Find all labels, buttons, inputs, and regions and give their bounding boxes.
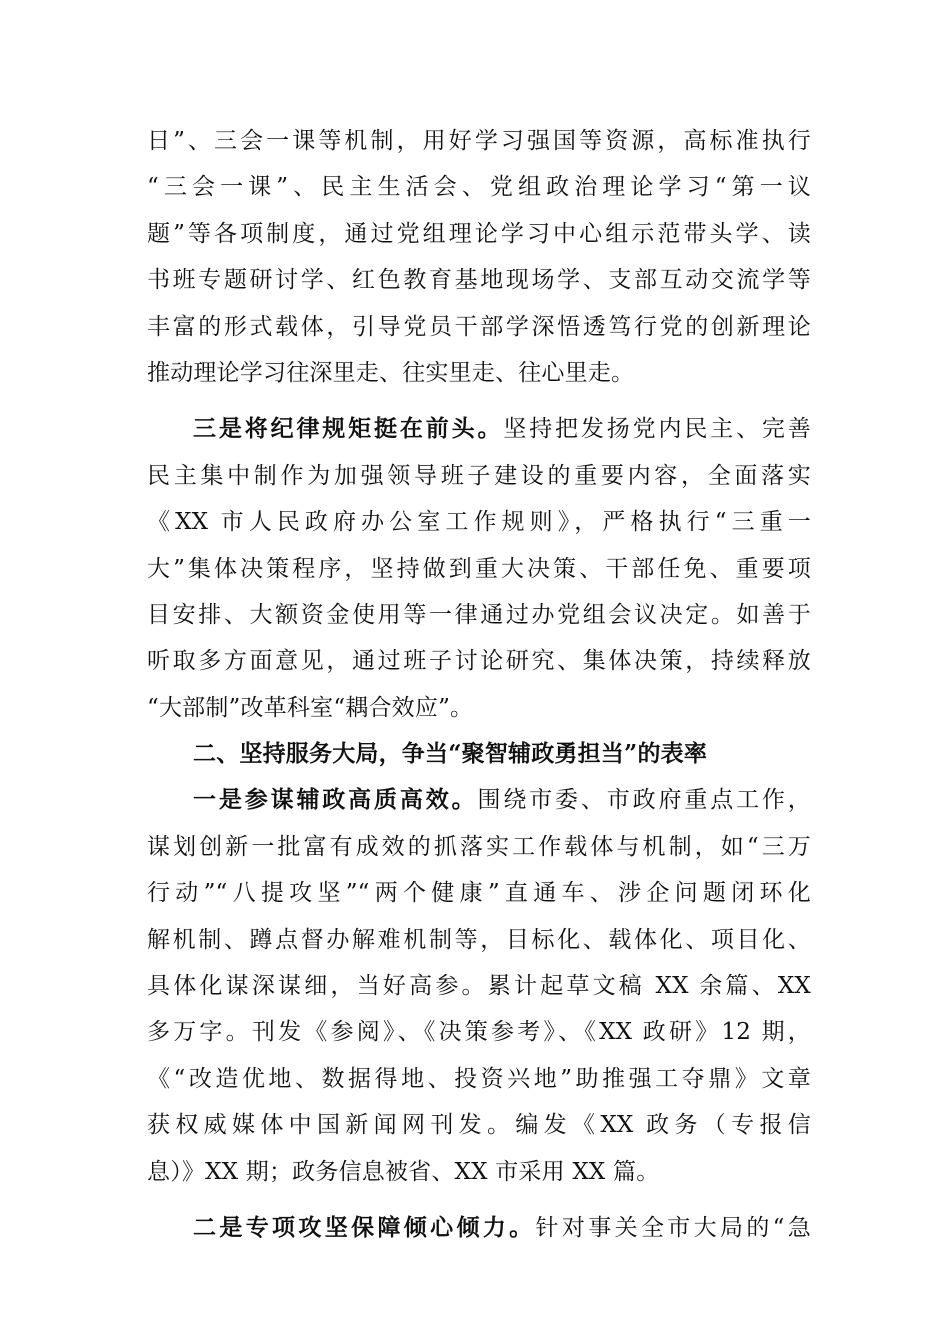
paragraph-discipline xyxy=(147,406,811,731)
text-line: 《“改造优地、数据得地、投资兴地”助推强工夺鼎》文章 xyxy=(147,1065,811,1092)
document-body xyxy=(147,118,811,1251)
text-line: 丰富的形式载体，引导党员干部学深悟透笃行党的创新理论 xyxy=(147,313,811,340)
section-heading: 二、坚持服务大局，争当“聚智辅政勇担当”的表率 xyxy=(193,740,708,768)
text-line: 听取多方面意见，通过班子讨论研究、集体决策，持续释放 xyxy=(147,648,811,675)
text-line: 谋划创新一批富有成效的抓落实工作载体与机制，如“三万 xyxy=(147,833,811,860)
text-line: 书班专题研讨学、红色教育基地现场学、支部互动交流学等 xyxy=(147,267,811,294)
text-line: 日”、三会一课等机制，用好学习强国等资源，高标准执行 xyxy=(147,128,811,154)
paragraph-lead: 三是将纪律规矩挺在前头。 xyxy=(193,415,504,443)
paragraph-theory-study xyxy=(147,118,811,396)
text-line: 具体化谋深谋细，当好高参。累计起草文稿 XX 余篇、XX xyxy=(147,973,811,1000)
text-line xyxy=(147,406,811,452)
text-line: 大”集体决策程序，坚持做到重大决策、干部任免、重要项 xyxy=(147,555,811,582)
text-line: “大部制”改革科室“耦合效应”。 xyxy=(147,694,474,721)
text-line xyxy=(147,1205,811,1251)
text-line: 多万字。刊发《参阅》、《决策参考》、《XX 政研》12 期， xyxy=(147,1019,811,1046)
text-line: 推动理论学习往深里走、往实里走、往心里走。 xyxy=(147,359,635,386)
text-line: 民主集中制作为加强领导班子建设的重要内容，全面落实 xyxy=(147,462,811,489)
text-line: 解机制、蹲点督办解难机制等，目标化、载体化、项目化、 xyxy=(147,926,811,953)
text-line: 息）》XX 期；政务信息被省、XX 市采用 XX 篇。 xyxy=(147,1158,660,1185)
text-line: 《XX 市人民政府办公室工作规则》，严格执行“三重一 xyxy=(147,509,811,536)
paragraph-lead: 二是专项攻坚保障倾心倾力。 xyxy=(193,1213,536,1241)
text-line xyxy=(147,777,811,823)
paragraph-advisory xyxy=(147,777,811,1195)
text-span: 围绕市委、市政府重点工作， xyxy=(477,787,811,814)
text-line: 行动”“八提攻坚”“两个健康”直通车、涉企问题闭环化 xyxy=(147,880,811,907)
text-line: 目安排、大额资金使用等一律通过办党组会议决定。如善于 xyxy=(147,601,811,628)
text-line: 题”等各项制度，通过党组理论学习中心组示范带头学、读 xyxy=(147,220,811,247)
text-span: 坚持把发扬党内民主、完善 xyxy=(503,416,811,443)
paragraph-special-task xyxy=(147,1205,811,1251)
text-span: 针对事关全市大局的“急 xyxy=(535,1214,811,1241)
text-line: 获权威媒体中国新闻网刊发。编发《XX 政务（专报信 xyxy=(147,1112,811,1139)
paragraph-lead: 一是参谋辅政高质高效。 xyxy=(193,786,478,814)
text-line: “三会一课”、民主生活会、党组政治理论学习“第一议 xyxy=(147,174,811,201)
